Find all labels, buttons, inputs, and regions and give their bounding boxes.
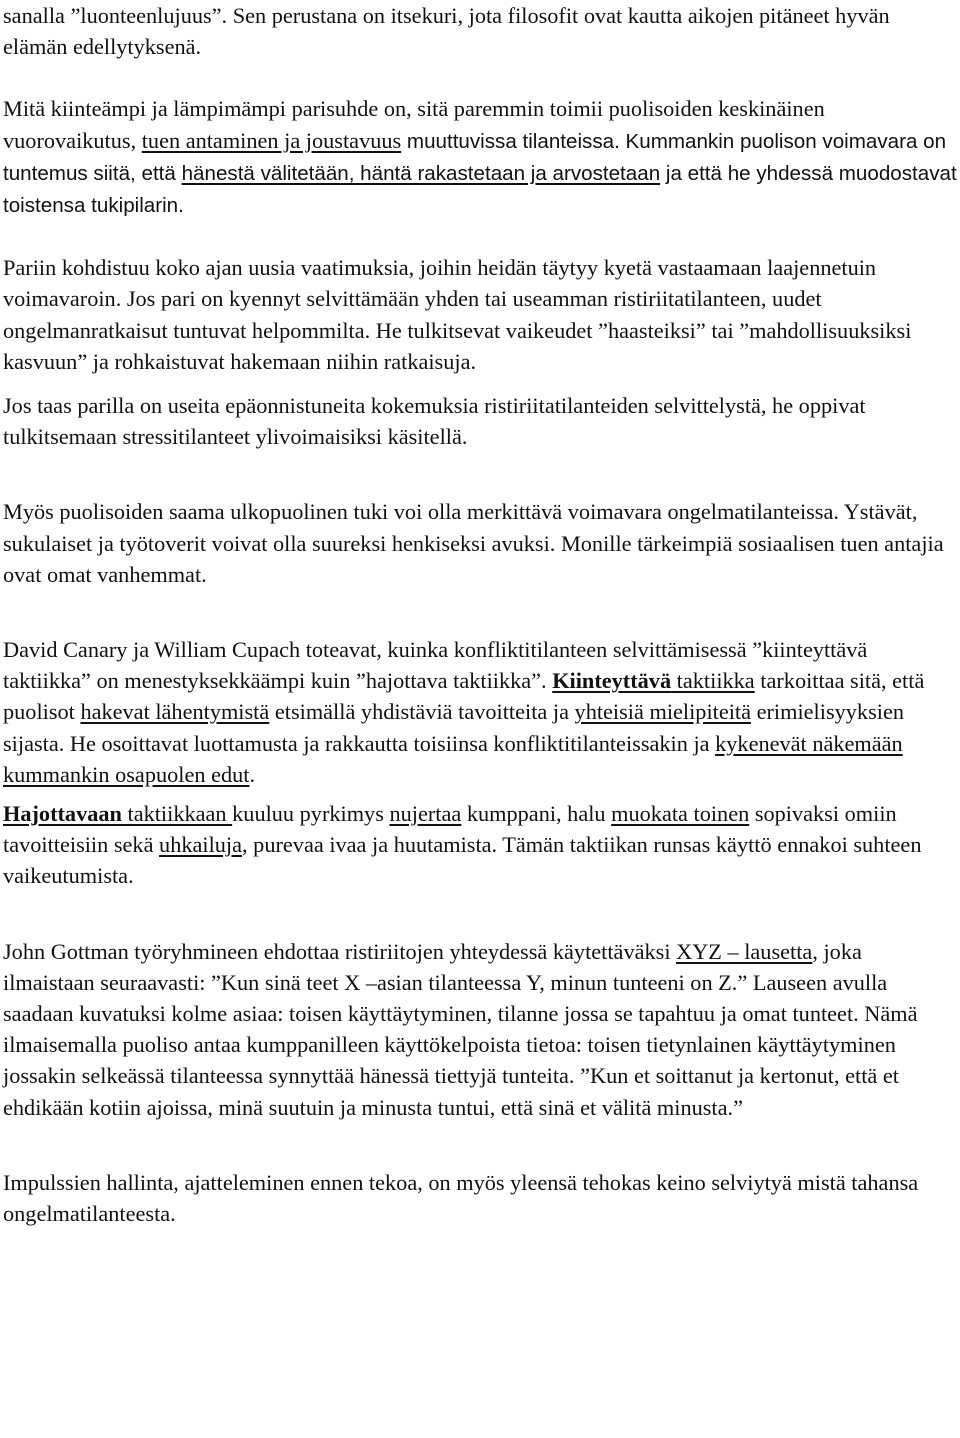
underlined-phrase: hänestä välitetään, häntä rakastetaan ja arvostetaan (181, 161, 661, 185)
paragraph-3 (3, 252, 958, 377)
bold-term: Kiinteyttävä (552, 668, 672, 694)
underlined-phrase: nujertaa (389, 801, 462, 827)
underlined-phrase: XYZ – lausetta (676, 938, 813, 964)
underlined-phrase: tuen antaminen ja joustavuus (141, 127, 402, 153)
paragraph-text: muuttuvissa tilanteissa. Kummankin puolison voimavara on tuntemus siitä, että (3, 129, 947, 185)
paragraph-5 (3, 496, 958, 590)
underlined-phrase: yhteisiä mielipiteitä (574, 699, 752, 725)
paragraph-text: kuuluu pyrkimys (232, 801, 390, 827)
paragraph-text: , purevaa ivaa ja huutamista. Tämän taktiikan runsas käyttö ennakoi suhteen vaikeutumista. (3, 832, 922, 889)
paragraph-text: tarkoittaa sitä, että puolisot (3, 668, 925, 725)
paragraph-1 (3, 0, 958, 62)
bold-term: Hajottavaan (3, 801, 122, 827)
document-body (3, 0, 958, 1229)
underlined-phrase: kykenevät näkemään kummankin osapuolen edut (3, 730, 903, 787)
paragraph-text: Myös puolisoiden saama ulkopuolinen tuki voi olla merkittävä voimavara ongelmatilanteissa. Ystävät, sukulaiset ja työtoverit voivat olla suureksi henkiseksi avuksi. Monille tärkeimpiä sosiaalisen tuen antajia ovat omat vanhemmat. (3, 499, 944, 587)
paragraph-text: sopivaksi omiin tavoitteisiin sekä (3, 801, 897, 858)
paragraph-6 (3, 634, 958, 790)
paragraph-text: erimielisyyksien sijasta. He osoittavat luottamusta ja rakkautta toisiinsa konfliktitilanteissakin ja (3, 699, 904, 756)
underlined-phrase: taktiikkaan (121, 801, 233, 827)
paragraph-text: Mitä kiinteämpi ja lämpimämpi parisuhde on, sitä paremmin toimii puolisoiden keskinäinen vuorovaikutus, (3, 96, 825, 153)
paragraph-text: etsimällä yhdistäviä tavoitteita ja (269, 699, 575, 725)
paragraph-2 (3, 93, 958, 221)
paragraph-text: sanalla ”luonteenlujuus”. Sen perustana on itsekuri, jota filosofit ovat kautta aikojen pitäneet hyvän elämän edellytyksenä. (3, 3, 890, 60)
paragraph-text: . (249, 761, 256, 787)
paragraph-text: Impulssien hallinta, ajatteleminen ennen tekoa, on myös yleensä tehokas keino selviytyä mistä tahansa ongelmatilanteesta. (3, 1169, 919, 1227)
paragraph-7 (3, 798, 958, 892)
paragraph-text: kumppani, halu (461, 801, 612, 827)
underlined-phrase: taktiikka (671, 668, 755, 694)
paragraph-text: Pariin kohdistuu koko ajan uusia vaatimuksia, joihin heidän täytyy kyetä vastaamaan laajennetuin voimavaroin. Jos pari on kyennyt selvittämään yhden tai useamman ristiriitatilanteen, uudet ongelmanratkaisut tuntuvat helpommilta. He tulkitsevat vaikeudet ”haasteiksi” tai ”mahdollisuuksiksi kasvuun” ja rohkaistuvat hakemaan niihin ratkaisuja. (3, 255, 912, 374)
paragraph-text: David Canary ja William Cupach toteavat, kuinka konfliktitilanteen selvittämisessä ”kiinteyttävä taktiikka” on menestyksekkäämpi kuin ”hajottava taktiikka”. (3, 637, 868, 694)
paragraph-text: Jos taas parilla on useita epäonnistuneita kokemuksia ristiriitatilanteiden selvittelystä, he oppivat tulkitsemaan stressitilanteet ylivoimaisiksi käsitellä. (3, 393, 866, 450)
underlined-phrase: uhkailuja (159, 832, 243, 858)
paragraph-9 (3, 1167, 958, 1229)
paragraph-8 (3, 936, 958, 1123)
underlined-phrase: muokata toinen (611, 801, 750, 827)
underlined-phrase: hakevat lähentymistä (80, 699, 270, 725)
paragraph-text: ja että he yhdessä muodostavat toistensa tukipilarin. (3, 161, 957, 218)
paragraph-4 (3, 390, 958, 452)
paragraph-text: , joka ilmaistaan seuraavasti: ”Kun sinä teet X –asian tilanteessa Y, minun tunteeni on Z.” Lauseen avulla saadaan kuvatuksi kolme asiaa: toisen käyttäytyminen, tilanne jossa se tapahtuu ja omat tunteet. Nämä ilmaisemalla puoliso antaa kumppanilleen käyttökelpoista tietoa: toisen tietynlainen käyttäytyminen jossakin selkeässä tilanteessa synnyttää hänessä tiettyjä tunteita. ”Kun et soittanut ja kertonut, että et ehdikään kotiin ajoissa, minä suutuin ja minusta tuntui, että sinä et välitä minusta.” (3, 938, 918, 1120)
paragraph-text: John Gottman työryhmineen ehdottaa ristiriitojen yhteydessä käytettäväksi (3, 938, 677, 964)
